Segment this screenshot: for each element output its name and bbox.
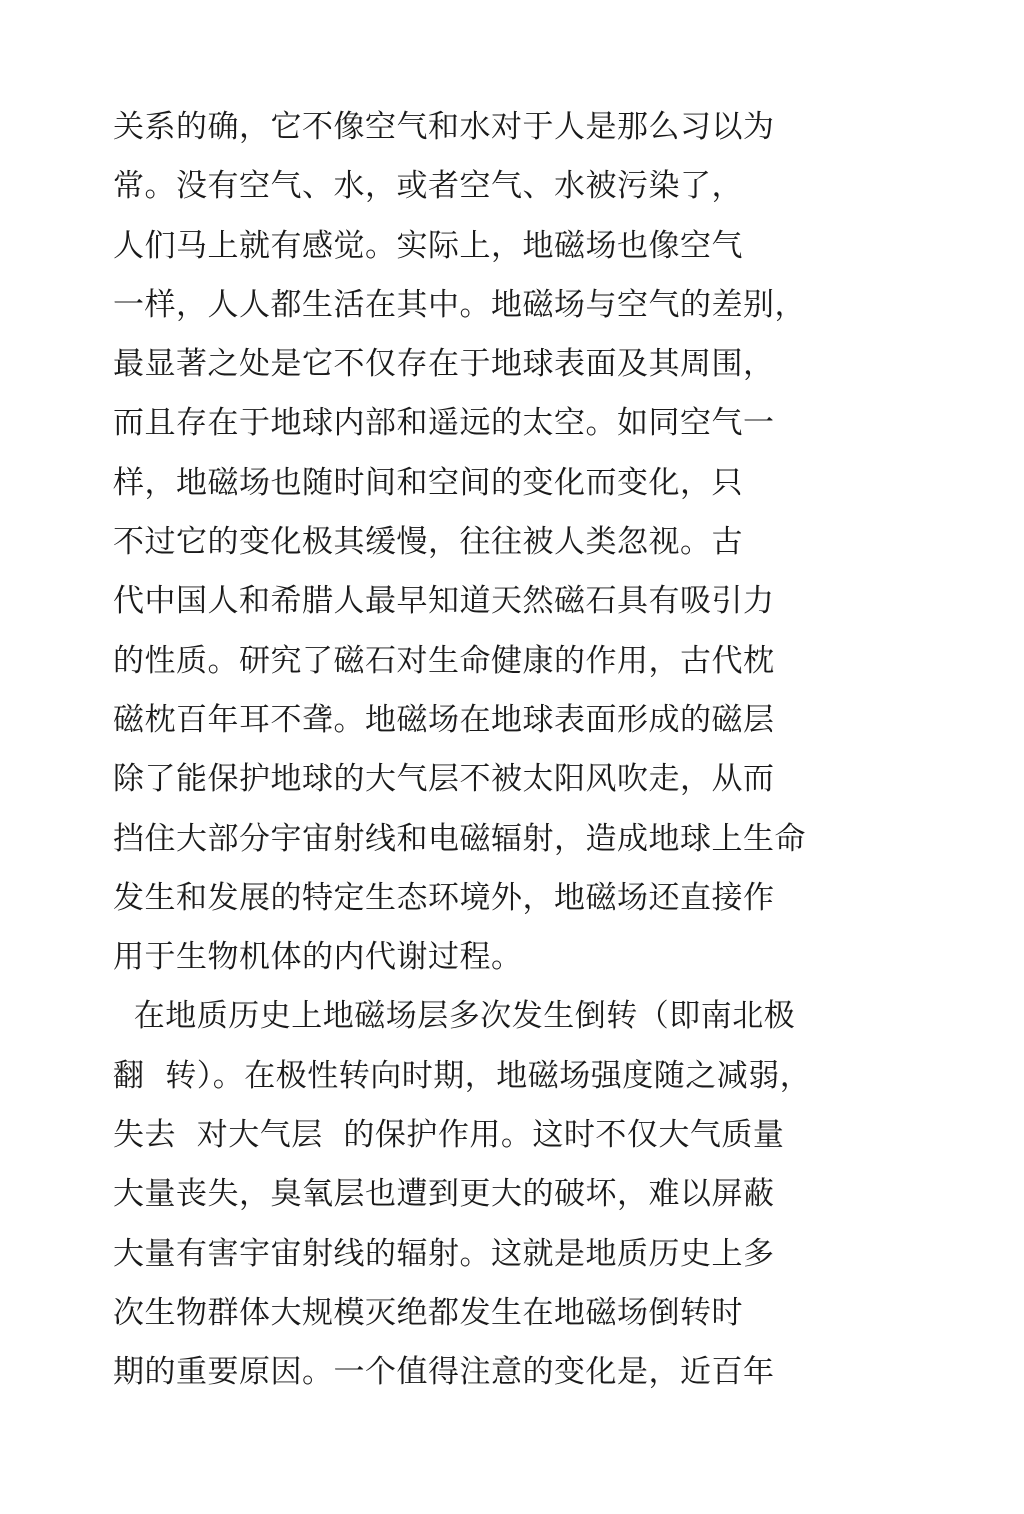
text-line: 磁枕百年耳不聋。地磁场在地球表面形成的磁层 (113, 701, 775, 738)
text-line: 在地质历史上地磁场层多次发生倒转（即南北极 (113, 998, 796, 1035)
text-line: 失去 对大气层 的保护作用。这时不仅大气质量 (113, 1117, 785, 1154)
text-line: 一样，人人都生活在其中。地磁场与空气的差别， (113, 286, 806, 323)
text-line: 次生物群体大规模灭绝都发生在地磁场倒转时 (113, 1294, 743, 1331)
text-line: 样，地磁场也随时间和空间的变化而变化，只 (113, 464, 743, 501)
text-line: 而且存在于地球内部和遥远的太空。如同空气一 (113, 405, 775, 442)
text-line: 不过它的变化极其缓慢，往往被人类忽视。古 (113, 524, 743, 561)
text-line: 大量丧失，臭氧层也遭到更大的破坏，难以屏蔽 (113, 1176, 775, 1213)
text-line: 除了能保护地球的大气层不被太阳风吹走，从而 (113, 761, 775, 798)
text-line: 人们马上就有感觉。实际上，地磁场也像空气 (113, 227, 743, 264)
text-line: 挡住大部分宇宙射线和电磁辐射，造成地球上生命 (113, 820, 806, 857)
text-line: 关系的确，它不像空气和水对于人是那么习以为 (113, 109, 775, 145)
text-line: 的性质。研究了磁石对生命健康的作用，古代枕 (113, 642, 775, 679)
body-text (113, 98, 873, 1403)
text-line: 翻 转）。在极性转向时期，地磁场强度随之减弱， (113, 1057, 812, 1094)
text-line: 发生和发展的特定生态环境外，地磁场还直接作 (113, 879, 775, 916)
text-line: 最显著之处是它不仅存在于地球表面及其周围， (113, 346, 775, 383)
text-line: 代中国人和希腊人最早知道天然磁石具有吸引力 (113, 583, 775, 620)
text-line: 常。没有空气、水，或者空气、水被污染了， (113, 168, 743, 205)
text-line: 用于生物机体的内代谢过程。 (113, 939, 523, 976)
text-line: 期的重要原因。一个值得注意的变化是，近百年 (113, 1354, 775, 1391)
text-line: 大量有害宇宙射线的辐射。这就是地质历史上多 (113, 1235, 775, 1272)
